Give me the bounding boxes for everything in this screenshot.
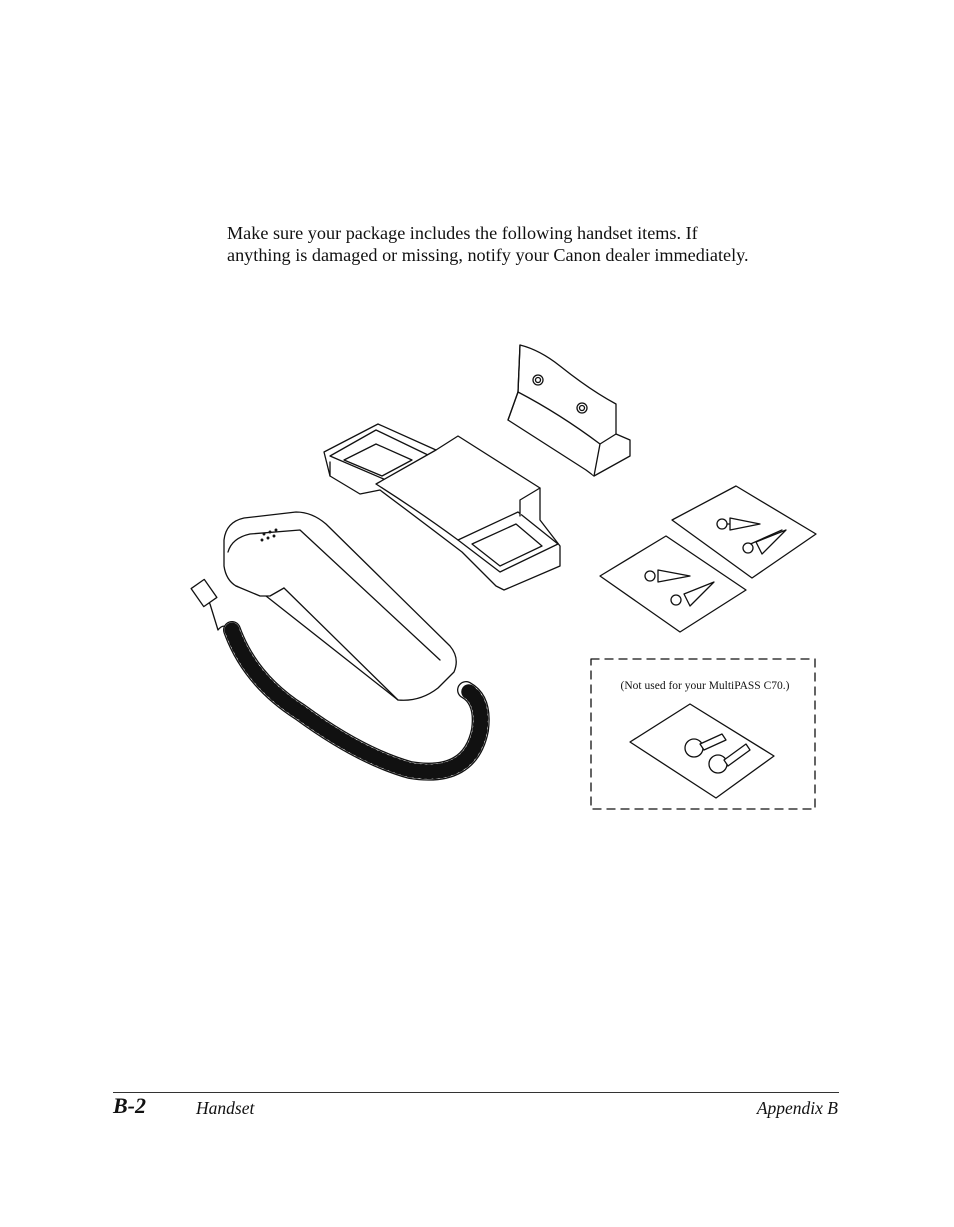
intro-line-2: anything is damaged or missing, notify your Canon dealer immediately. [227,245,749,265]
intro-line-1: Make sure your package includes the following handset items. If [227,223,698,243]
footer-section-title: Handset [196,1098,255,1118]
wall-mount-bracket-illustration [508,345,630,476]
handset-items-illustration [180,330,840,820]
unused-parts-note: (Not used for your MultiPASS C70.) [620,680,790,692]
footer-chapter-title: Appendix B [756,1098,838,1118]
footer-rule [113,1092,839,1093]
page-number: B-2 [113,1093,146,1118]
thumb-screw-pack-illustration [630,704,774,798]
intro-paragraph [227,222,867,266]
